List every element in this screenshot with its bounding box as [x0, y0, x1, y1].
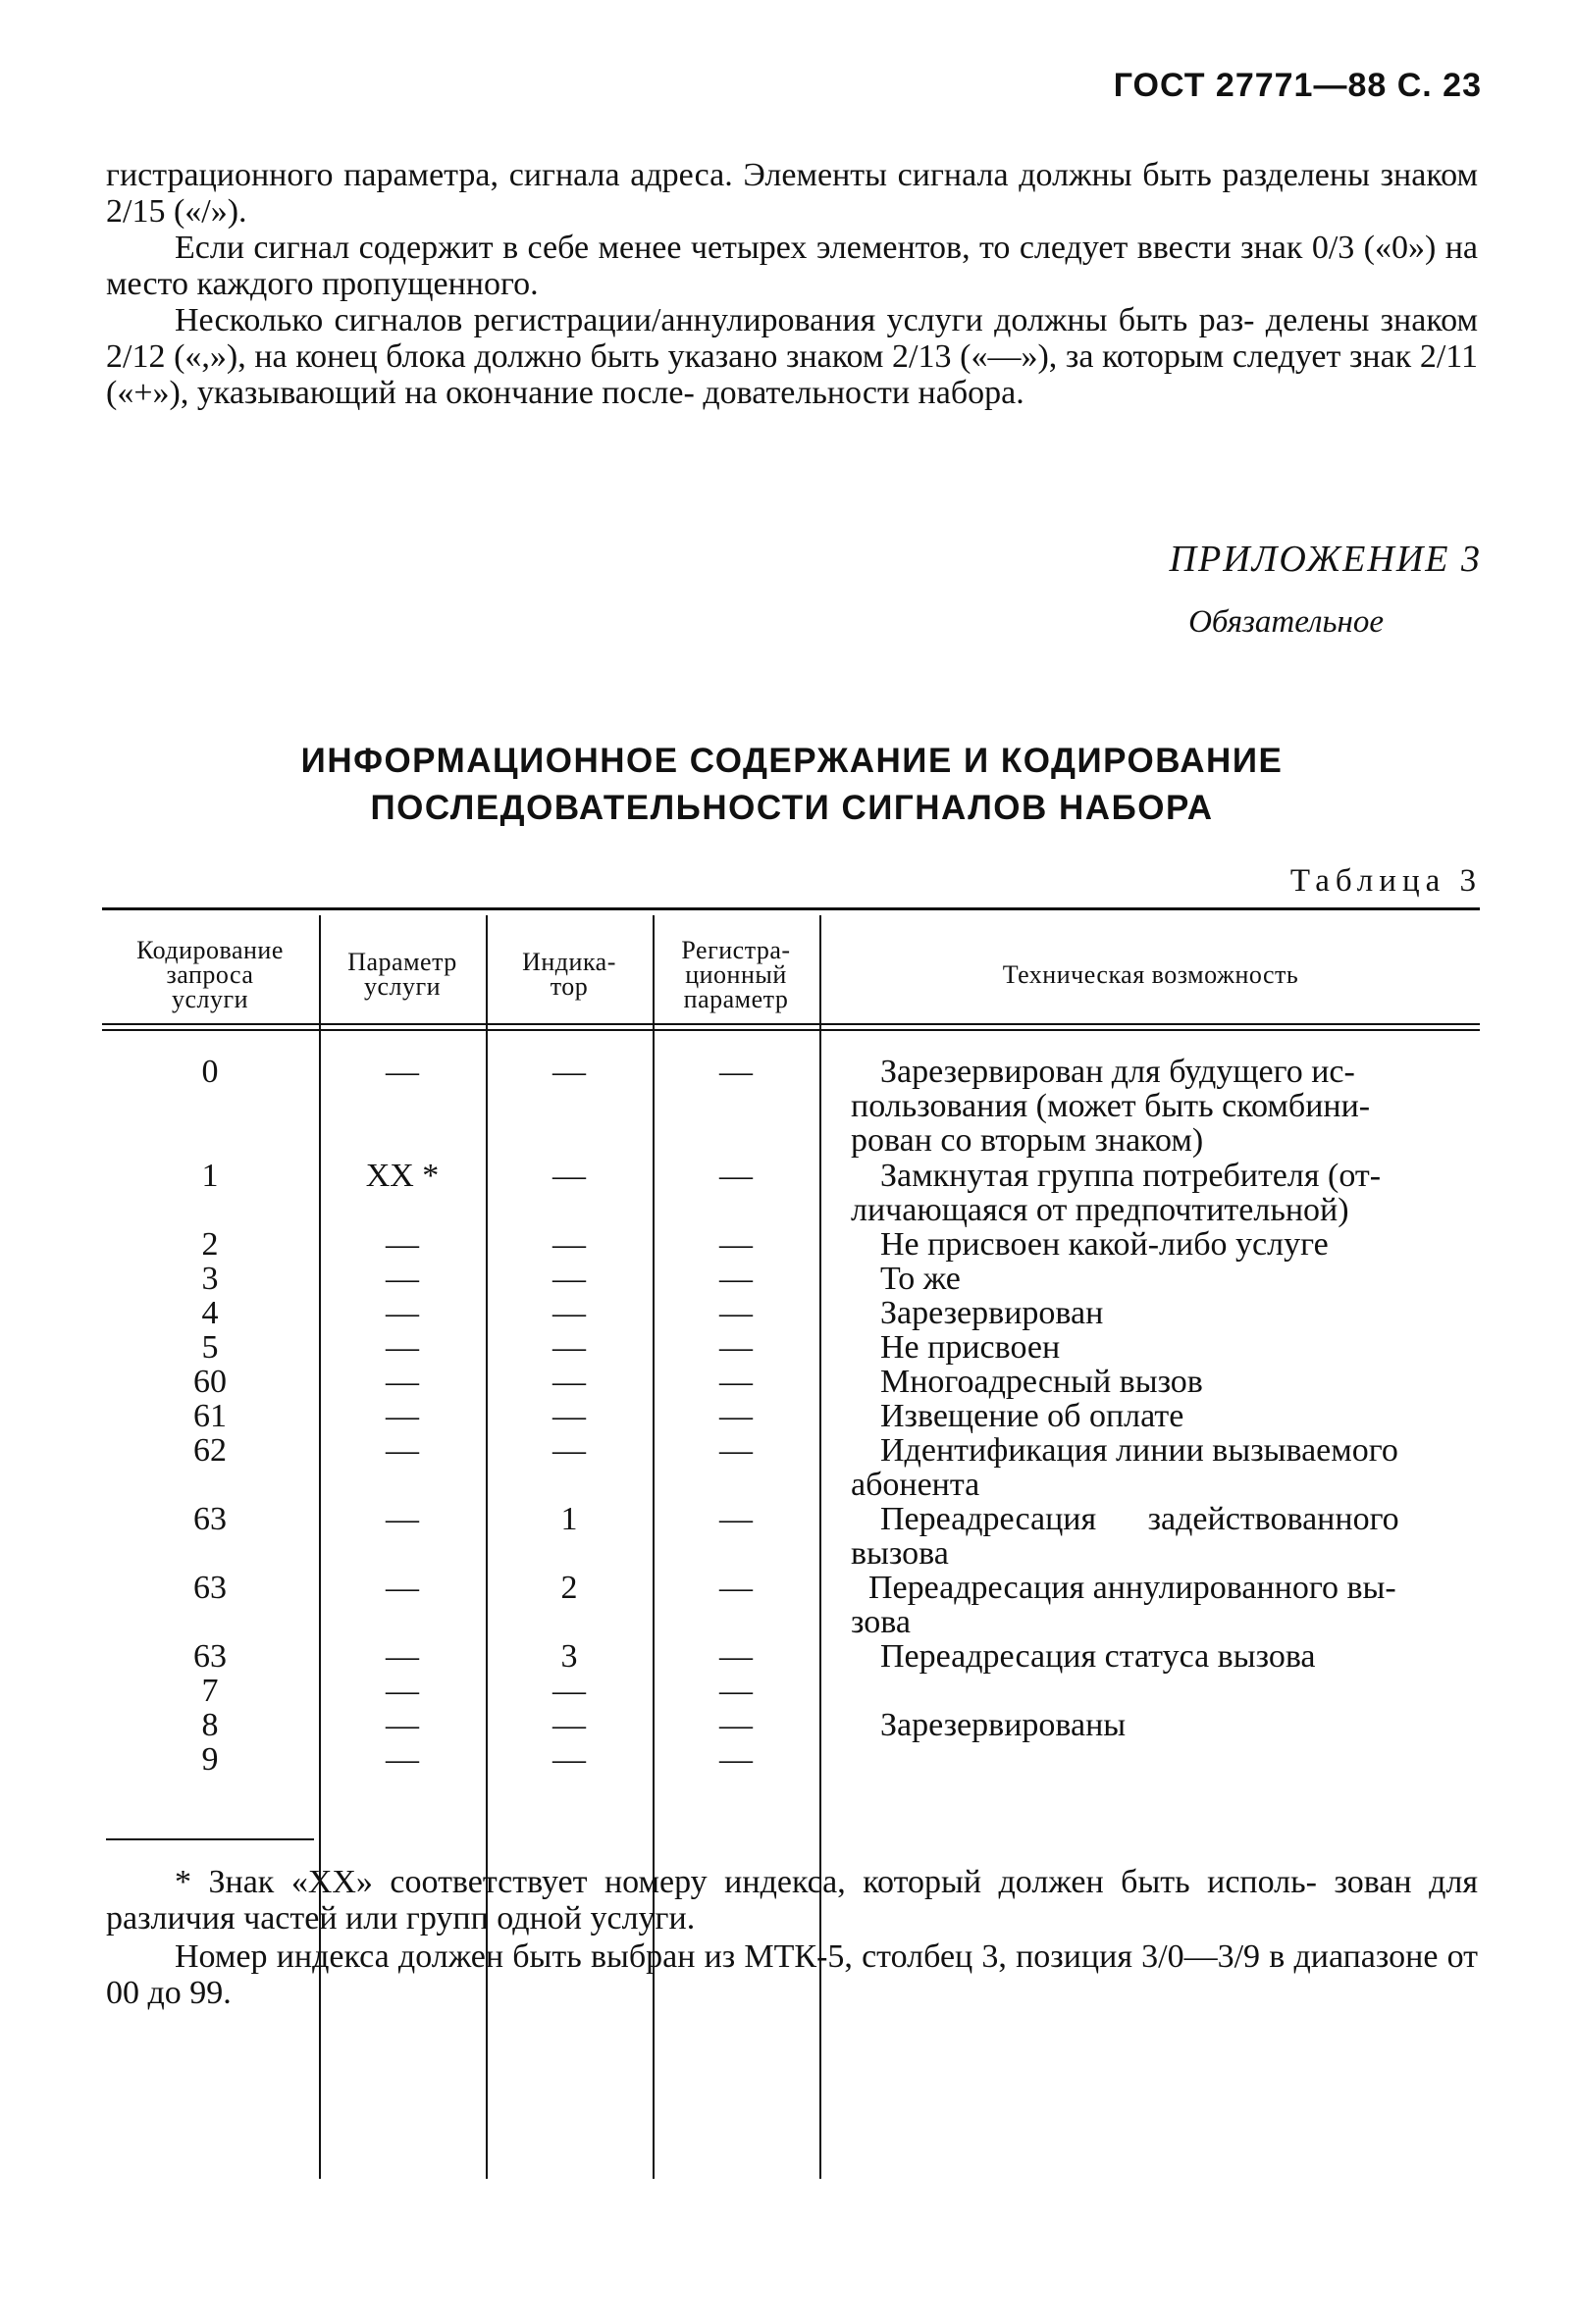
table-label: Таблица 3: [1289, 863, 1482, 899]
footnotes: [106, 1864, 1478, 2013]
footnote-2: Номер индекса должен быть выбран из МТК-5, столбец 3, позиция 3/0—3/9 в диапазоне от 00 до 99.: [106, 1938, 1479, 2011]
table-top-rule: [102, 907, 1480, 910]
header-service-parameter: Параметр услуги: [347, 948, 457, 1001]
intro-text: [106, 157, 1478, 411]
page-header: ГОСТ 27771—88 С. 23: [1113, 67, 1482, 104]
intro-paragraph-3: Несколько сигналов регистрации/аннулирования услуги должны быть раз- делены знаком 2/12 («,»), на конец блока должно быть указано знаком 2/13 («—»), за которым следует знак 2/11 («+»), указывающий на окончание после- довательности набора.: [106, 302, 1479, 411]
footnote-1: * Знак «XX» соответствует номеру индекса, который должен быть исполь- зован для различия частей или групп одной услуги.: [106, 1864, 1479, 1937]
appendix-heading: [1170, 538, 1482, 641]
appendix-label: ПРИЛОЖЕНИЕ 3: [1169, 539, 1482, 580]
header-indicator: Индика- тор: [522, 948, 616, 1001]
document-page: ГОСТ 27771—88 С. 23 гистрационного параметра, сигнала адреса. Элементы сигнала должны быть разделены знаком 2/15 («/»). Если сигнал содержит в себе менее четырех элементов, то следует ввести знак 0/3 («0») на место каждого пропущенного. Несколько сигналов регистрации/аннулирования услуги должны быть раз- делены знаком 2/12 («,»), на конец блока должно быть указано знаком 2/13 («—»), за которым следует знак 2/11 («+»), указывающий на окончание после- довательности набора. ПРИЛОЖЕНИЕ 3 Обязательное ИНФОРМАЦИОННОЕ СОДЕРЖАНИЕ И КОДИРОВАНИЕ ПОСЛЕДОВАТЕЛЬНОСТИ СИГНАЛОВ НАБОРА Таблица 3 Кодирование запроса услуги Параметр услуги Индика- тор Регистра- ционный параметр Техническая возможность 0 — — — Зарезервирован для будущего ис- пользования (может быть скомбини- рован со вторым знаком) 1 XX * — — Замкнутая группа потребителя (от- личающаяся от предпочтительной) 2 — — — Не присвоен какой-либо услуге 3 — — — То же 4 — — — Зарезервирован 5 — — — Не присвоен 60 — — — Многоадресный вызов 61 — — — Извещение об оплате 62 — — — Идентификация линии вызываемого абонента 63 — 1 — Переадресация задействованного вызова 63 — 2 — Переадресация аннулированного вы- зова 63 — 3 — Переадресация статуса вызова 7 — — — 8 — — — Зарезервированы 9 — — — * Знак «XX» соответствует номеру индекса, который должен быть исполь- зован для различия частей или групп одной услуги. Номер индекса должен быть выбран из МТК-5, столбец 3, позиция 3/0—3/9 в диапазоне от 00 до 99.: [0, 0, 1575, 2324]
footnote-rule: [106, 1838, 314, 1840]
intro-paragraph-1: гистрационного параметра, сигнала адреса. Элементы сигнала должны быть разделены знаком 2/15 («/»).: [106, 157, 1478, 230]
table-header-rule-double: [102, 1029, 1480, 1031]
section-title-line-1: ИНФОРМАЦИОННОЕ СОДЕРЖАНИЕ И КОДИРОВАНИЕ: [300, 742, 1284, 780]
table-header-rule: [102, 1023, 1480, 1025]
header-registration-parameter: Регистра- ционный параметр: [681, 935, 791, 1013]
header-service-code: Кодирование запроса услуги: [136, 935, 284, 1013]
section-title: [106, 738, 1478, 832]
header-technical-capability: Техническая возможность: [1002, 959, 1299, 989]
intro-paragraph-2: Если сигнал содержит в себе менее четырех элементов, то следует ввести знак 0/3 («0») на место каждого пропущенного.: [106, 230, 1479, 302]
appendix-status: Обязательное: [1188, 604, 1384, 640]
section-title-line-2: ПОСЛЕДОВАТЕЛЬНОСТИ СИГНАЛОВ НАБОРА: [370, 789, 1214, 827]
